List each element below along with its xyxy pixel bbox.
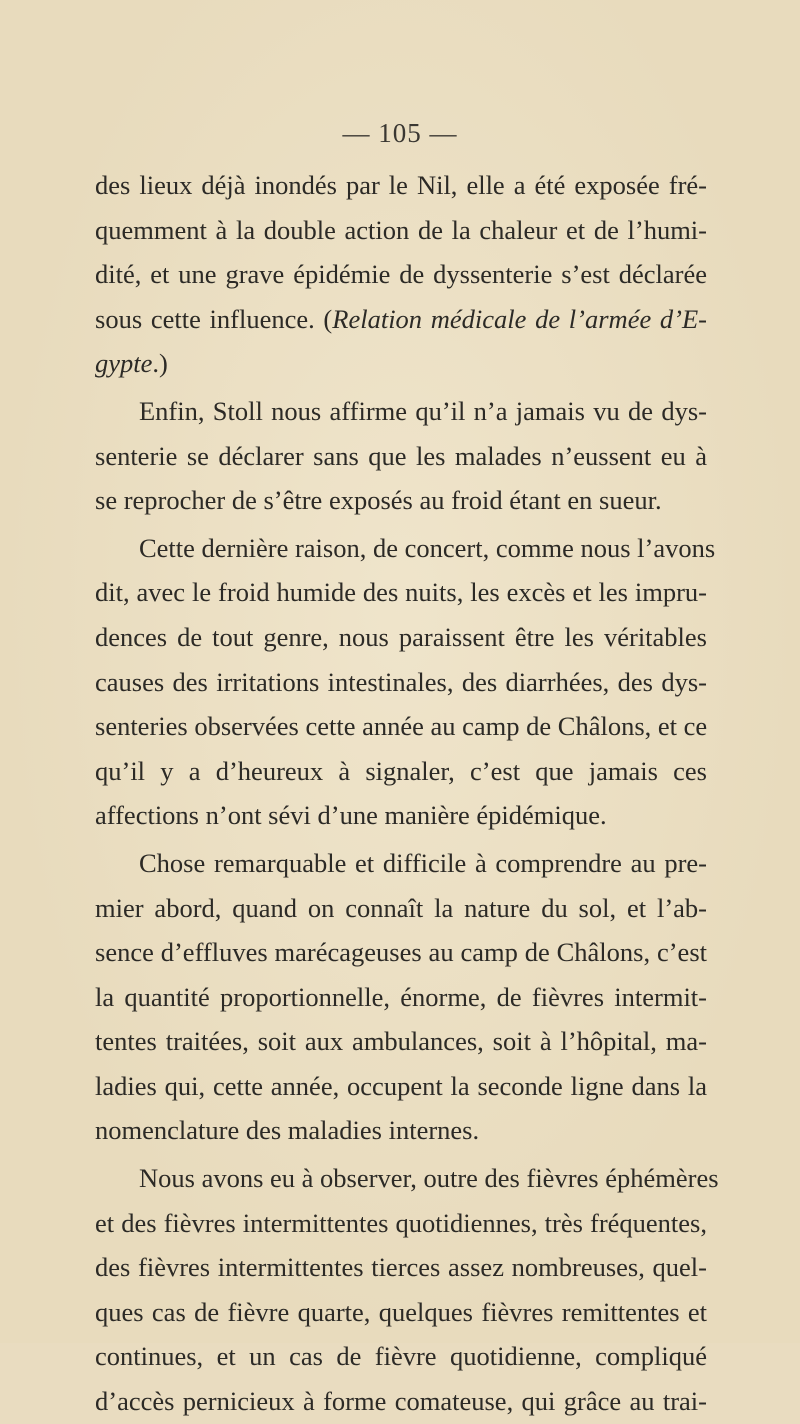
text-line: nomenclature des maladies internes. (95, 1115, 480, 1146)
text-line: senterie se déclarer sans que les malades n’eussent eu à (95, 440, 707, 471)
text-segment: .) (152, 348, 168, 379)
text-line: qu’il y a d’heureux à signaler, c’est que jamais ces (95, 755, 707, 786)
text-line: des fièvres intermittentes tierces assez nombreuses, quel- (95, 1252, 707, 1283)
text-line (95, 297, 707, 342)
text-line: senteries observées cette année au camp de Châlons, et ce (95, 711, 708, 742)
text-line: sence d’effluves marécageuses au camp de Châlons, c’est (95, 937, 707, 968)
paragraph-3 (95, 526, 716, 838)
text-line: la quantité proportionnelle, énorme, de fièvres intermit- (95, 981, 707, 1012)
page-number: — 105 — (342, 118, 458, 148)
text-line: mier abord, quand on connaît la nature du sol, et l’ab- (95, 892, 707, 923)
text-line: dences de tout genre, nous paraissent être les véritables (95, 621, 707, 652)
text-line: continues, et un cas de fièvre quotidienne, compliqué (95, 1341, 707, 1372)
citation-italic: Relation médicale de l’armée d’E- (332, 303, 707, 334)
text-line: Nous avons eu à observer, outre des fièvres éphémères (139, 1163, 719, 1194)
paragraph-1 (95, 163, 707, 386)
text-line (95, 341, 707, 386)
text-line: dit, avec le froid humide des nuits, les excès et les impru- (95, 577, 707, 608)
text-line: ques cas de fièvre quarte, quelques fièvres remittentes et (95, 1296, 707, 1327)
paragraph-2 (95, 389, 707, 523)
text-line: Enfin, Stoll nous affirme qu’il n’a jamais vu de dys- (139, 395, 707, 426)
text-line: et des fièvres intermittentes quotidiennes, très fréquentes, (95, 1207, 707, 1238)
citation-italic: gypte (95, 348, 153, 379)
text-line: quemment à la double action de la chaleur et de l’humi- (95, 214, 707, 245)
text-line: Chose remarquable et difficile à comprendre au pre- (139, 847, 707, 878)
text-line: affections n’ont sévi d’une manière épidémique. (95, 800, 607, 831)
text-line: Cette dernière raison, de concert, comme nous l’avons (139, 532, 716, 563)
text-line: dité, et une grave épidémie de dyssenterie s’est déclarée (95, 259, 707, 290)
text-line: tentes traitées, soit aux ambulances, soit à l’hôpital, ma- (95, 1026, 707, 1057)
text-line: se reprocher de s’être exposés au froid étant en sueur. (95, 485, 662, 516)
text-line: d’accès pernicieux à forme comateuse, qui grâce au trai- (95, 1386, 707, 1417)
body-text (95, 163, 719, 1424)
text-line: causes des irritations intestinales, des diarrhées, des dys- (95, 666, 707, 697)
paragraph-5 (95, 1156, 719, 1424)
paragraph-4 (95, 841, 707, 1153)
text-segment: sous cette influence. ( (95, 303, 333, 334)
text-line: des lieux déjà inondés par le Nil, elle a été exposée fré- (95, 170, 707, 200)
text-line: ladies qui, cette année, occupent la seconde ligne dans la (95, 1070, 707, 1101)
